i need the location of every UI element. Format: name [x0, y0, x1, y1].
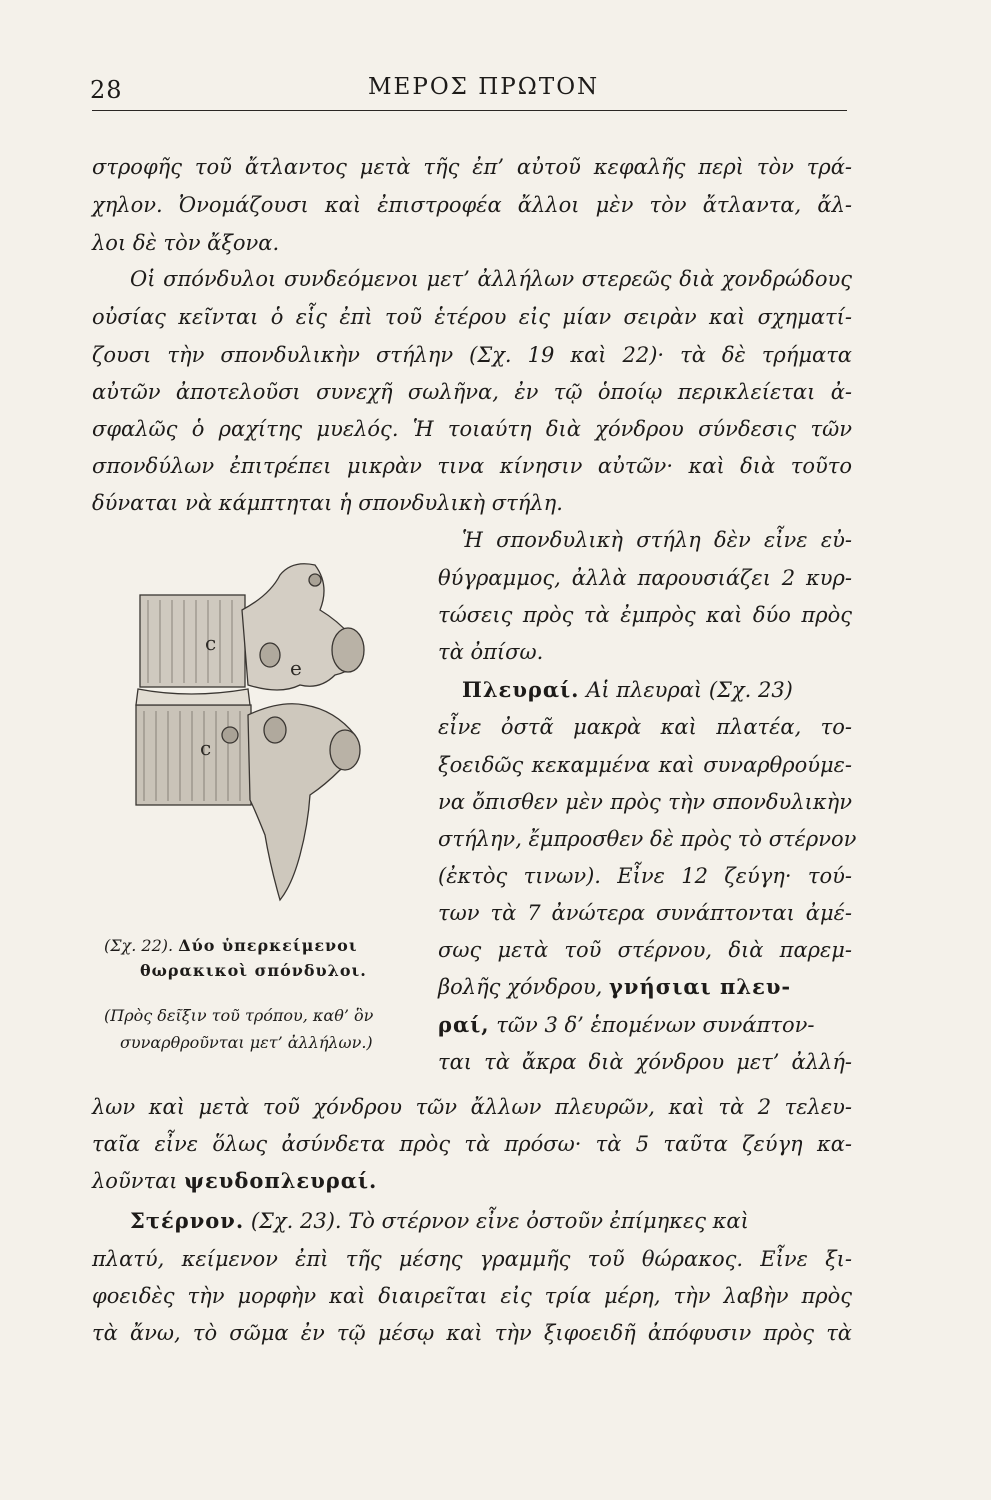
pleurai-lead: Αἱ πλευραὶ (Σχ. 23) — [586, 678, 793, 702]
sternon-heading: Στέρνον. — [130, 1208, 245, 1233]
sternon-line — [130, 1206, 852, 1236]
text-fragment: τῶν 3 δ’ ἑπομένων συνάπτον- — [496, 1013, 815, 1037]
sternon-lead: (Σχ. 23). Τὸ στέρνον εἶνε ὀστοῦν ἐπίμηκες καὶ — [250, 1209, 749, 1233]
text-line: σφαλῶς ὁ ραχίτης μυελός. Ἡ τοιαύτη διὰ χόνδρου σύνδεσις τῶν — [92, 417, 852, 441]
svg-text:c: c — [205, 631, 217, 655]
header-rule — [92, 110, 847, 111]
text-line: πλατύ, κείμενον ἐπὶ τῆς μέσης γραμμῆς τοῦ θώρακος. Εἶνε ξι- — [92, 1247, 852, 1271]
text-line: σπονδύλων ἐπιτρέπει μικρὰν τινα κίνησιν αὐτῶν· καὶ διὰ τοῦτο — [92, 454, 852, 478]
text-line: λων καὶ μετὰ τοῦ χόνδρου τῶν ἄλλων πλευρῶν, καὶ τὰ 2 τελευ- — [92, 1095, 852, 1119]
text-line: Ἡ σπονδυλικὴ στήλη δὲν εἶνε εὐ- — [462, 528, 852, 552]
text-line: λοι δὲ τὸν ἄξονα. — [92, 231, 280, 255]
pseudo-line — [92, 1166, 852, 1196]
pseudopleurai-term: ψευδοπλευραί. — [184, 1168, 378, 1193]
gnisiai-line — [438, 972, 852, 1002]
text-line: χηλον. Ὀνομάζουσι καὶ ἐπιστροφέα ἄλλοι μὲν τὸν ἄτλαντα, ἄλ- — [92, 193, 852, 217]
text-line: στήλην, ἔμπροσθεν δὲ πρὸς τὸ στέρνον — [438, 827, 857, 851]
figure-title: Δύο ὑπερκείμενοι — [178, 936, 358, 955]
text-line: αὐτῶν ἀποτελοῦσι συνεχῆ σωλῆνα, ἐν τῷ ὁποίῳ περικλείεται ἀ- — [92, 380, 852, 404]
text-line: ξοειδῶς κεκαμμένα καὶ συναρθρούμε- — [438, 753, 852, 777]
running-head: ΜΕΡΟΣ ΠΡΩΤΟΝ — [368, 74, 600, 100]
svg-text:c: c — [200, 736, 212, 760]
text-line: σως μετὰ τοῦ στέρνου, διὰ παρεμ- — [438, 938, 852, 962]
figure-note-1: (Πρὸς δεῖξιν τοῦ τρόπου, καθ’ ὃν — [104, 1006, 374, 1025]
text-line: ταῖα εἶνε ὅλως ἀσύνδετα πρὸς τὰ πρόσω· τὰ 5 ταῦτα ζεύγη κα- — [92, 1132, 852, 1156]
figure-number: (Σχ. 22). — [104, 936, 174, 955]
text-line: Οἱ σπόνδυλοι συνδεόμενοι μετ’ ἀλλήλων στερεῶς διὰ χονδρώδους — [130, 267, 852, 291]
gnisiai-term: γνήσιαι πλευ- — [609, 974, 792, 999]
text-line: δύναται νὰ κάμπτηται ἡ σπονδυλικὴ στήλη. — [92, 491, 563, 515]
figure-title-2: θωρακικοὶ σπόνδυλοι. — [140, 961, 367, 980]
text-line: των τὰ 7 ἀνώτερα συνάπτονται ἀμέ- — [438, 901, 852, 925]
pleurai-line — [462, 675, 852, 705]
text-fragment: βολῆς χόνδρου, — [438, 975, 603, 999]
text-line: (ἐκτὸς τινων). Εἶνε 12 ζεύγη· τού- — [438, 864, 852, 888]
text-line: να ὄπισθεν μὲν πρὸς τὴν σπονδυλικὴν — [438, 790, 852, 814]
text-line: θύγραμμος, ἀλλὰ παρουσιάζει 2 κυρ- — [438, 566, 852, 590]
pleurai-heading: Πλευραί. — [462, 677, 580, 702]
vertebrae-figure — [130, 555, 400, 910]
text-line: ται τὰ ἄκρα διὰ χόνδρου μετ’ ἀλλή- — [438, 1050, 852, 1074]
figure-caption-line-1 — [104, 935, 358, 957]
text-line: στροφῆς τοῦ ἄτλαντος μετὰ τῆς ἐπ’ αὐτοῦ κεφαλῆς περὶ τὸν τρά- — [92, 155, 852, 179]
text-line: τὰ ἄνω, τὸ σῶμα ἐν τῷ μέσῳ καὶ τὴν ξιφοειδῆ ἀπόφυσιν πρὸς τὰ — [92, 1321, 852, 1345]
page-number: 28 — [90, 76, 123, 104]
gnisiai-term-end: ραί, — [438, 1012, 490, 1037]
text-line: τὰ ὀπίσω. — [438, 640, 544, 664]
text-line: εἶνε ὀστᾶ μακρὰ καὶ πλατέα, το- — [438, 715, 852, 739]
gnisiai-line-2 — [438, 1010, 852, 1040]
text-fragment: λοῦνται — [92, 1169, 178, 1193]
figure-note-2: συναρθροῦνται μετ’ ἀλλήλων.) — [120, 1033, 373, 1052]
text-line: φοειδὲς τὴν μορφὴν καὶ διαιρεῖται εἰς τρία μέρη, τὴν λαβὴν πρὸς — [92, 1284, 852, 1308]
svg-text:e: e — [290, 656, 302, 680]
text-line: ζουσι τὴν σπονδυλικὴν στήλην (Σχ. 19 καὶ 22)· τὰ δὲ τρήματα — [92, 343, 852, 367]
text-line: οὐσίας κεῖνται ὁ εἷς ἐπὶ τοῦ ἑτέρου εἰς μίαν σειρὰν καὶ σχηματί- — [92, 305, 852, 329]
text-line: τώσεις πρὸς τὰ ἐμπρὸς καὶ δύο πρὸς — [438, 603, 852, 627]
